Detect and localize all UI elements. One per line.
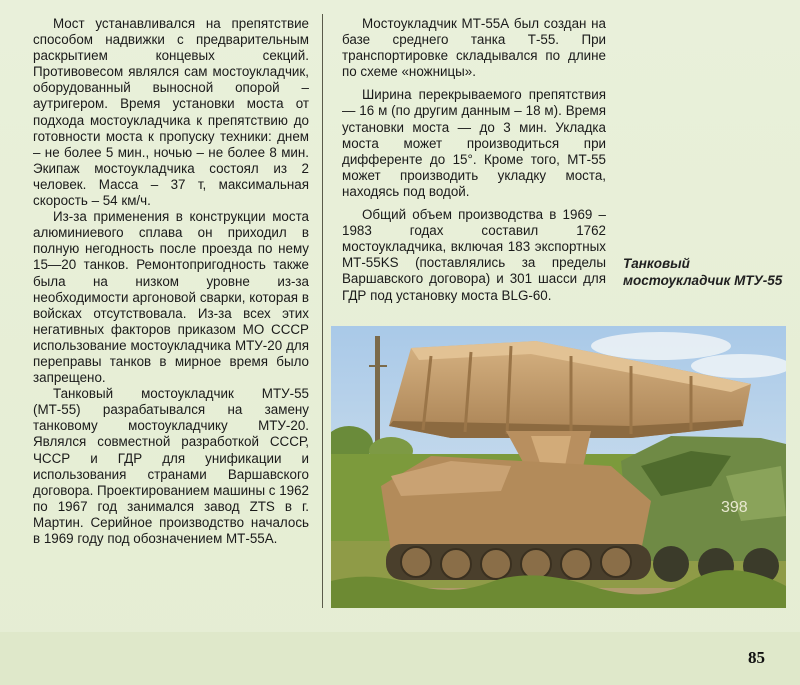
- paragraph: Мостоукладчик МТ-55А был создан на базе среднего танка Т-55. При транспортировке складывался по длине по схеме «ножницы».: [342, 16, 606, 80]
- page-footer: [0, 632, 800, 685]
- paragraph: Мост устанавливался на препятствие способом надвижки с предварительным раскрытием концевых секций. Противовесом являлся сам мостоукладчик, оборудованный выносной опорой – аутригером. Время установки моста от подхода мостоукладчика к препятствию до готовности моста к пропуску техники: днем – не более 5 мин., ночью – не более 8 мин. Экипаж мостоукладчика состоял из 2 человек. Масса – 37 т, максимальная скорость – 54 км/ч.: [33, 16, 309, 209]
- left-text-column: [33, 16, 309, 547]
- paragraph: Ширина перекрываемого препятствия — 16 м (по другим данным – 18 м). Время установки моста — до 3 мин. Укладка моста может производиться при дифференте до 15°. Кроме того, МТ-55 может производить укладку моста, находясь под водой.: [342, 87, 606, 199]
- tank-bridge-layer-photo: [331, 326, 786, 608]
- paragraph: Танковый мостоукладчик МТУ-55 (МТ-55) разрабатывался на замену танковому мостоукладчику МТУ-20. Являлся совместной разработкой СССР, ЧССР и ГДР для унификации и использования странами Варшавского договора. Проектированием машины с 1962 по 1967 год занимался завод ZTS в г. Мартин. Серийное производство началось в 1969 году под обозначением МТ-55А.: [33, 386, 310, 546]
- photo-illustration: [331, 326, 786, 608]
- paragraph: Общий объем производства в 1969 – 1983 годах составил 1762 мостоукладчика, включая 183 экспортных МТ-55KS (поставлялись за пределы Варшавского договора) и 301 шасси для ГДР под установку моста BLG-60.: [342, 207, 606, 303]
- column-divider: [322, 14, 323, 608]
- paragraph: Из-за применения в конструкции моста алюминиевого сплава он приходил в полную негодность после проезда по нему 15—20 танков. Ремонтопригодность также была на низком уровне из-за необходимости аргоновой сварки, которая в войсках отсутствовала. Из-за всех этих негативных факторов приказом МО СССР использование мостоукладчика МТУ-20 для переправы танков в мирное время было запрещено.: [33, 209, 309, 386]
- page-number: 85: [748, 648, 765, 667]
- photo-caption: Танковый мостоукладчик МТУ-55: [623, 256, 783, 288]
- right-text-column: [342, 16, 606, 304]
- vehicle-number: 398: [721, 499, 748, 516]
